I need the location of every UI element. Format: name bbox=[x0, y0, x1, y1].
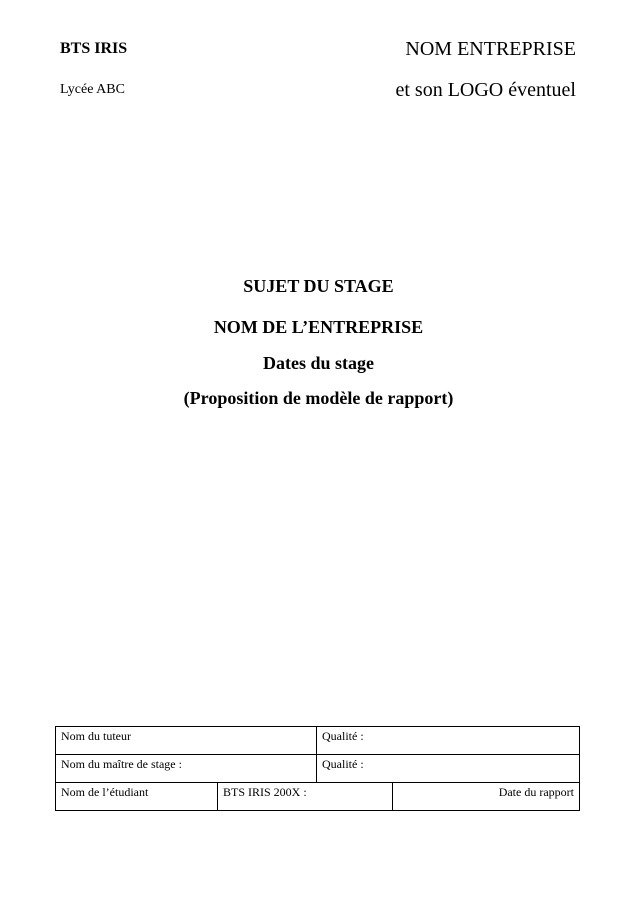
cover-company: NOM DE L’ENTREPRISE bbox=[213, 317, 424, 337]
bts-year-cell: BTS IRIS 200X : bbox=[218, 783, 393, 811]
tutor-quality-cell: Qualité : bbox=[317, 727, 580, 755]
student-name-cell: Nom de l’étudiant bbox=[56, 783, 218, 811]
table-row-student bbox=[56, 783, 580, 811]
cover-proposal: (Proposition de modèle de rapport) bbox=[183, 388, 454, 408]
company-name: NOM ENTREPRISE bbox=[405, 38, 576, 60]
school-subtitle: Lycée ABC bbox=[60, 82, 125, 97]
company-logo-note: et son LOGO éventuel bbox=[395, 79, 576, 101]
cover-subject: SUJET DU STAGE bbox=[243, 276, 394, 296]
cover-dates: Dates du stage bbox=[263, 353, 374, 373]
supervisor-quality-cell: Qualité : bbox=[317, 755, 580, 783]
school-name: BTS IRIS bbox=[60, 40, 128, 57]
tutor-name-cell: Nom du tuteur bbox=[56, 727, 317, 755]
table-row-supervisor bbox=[56, 755, 580, 783]
info-table bbox=[55, 726, 580, 811]
supervisor-name-cell: Nom du maître de stage : bbox=[56, 755, 317, 783]
report-date-cell: Date du rapport bbox=[393, 783, 580, 811]
table-row-tutor bbox=[56, 727, 580, 755]
